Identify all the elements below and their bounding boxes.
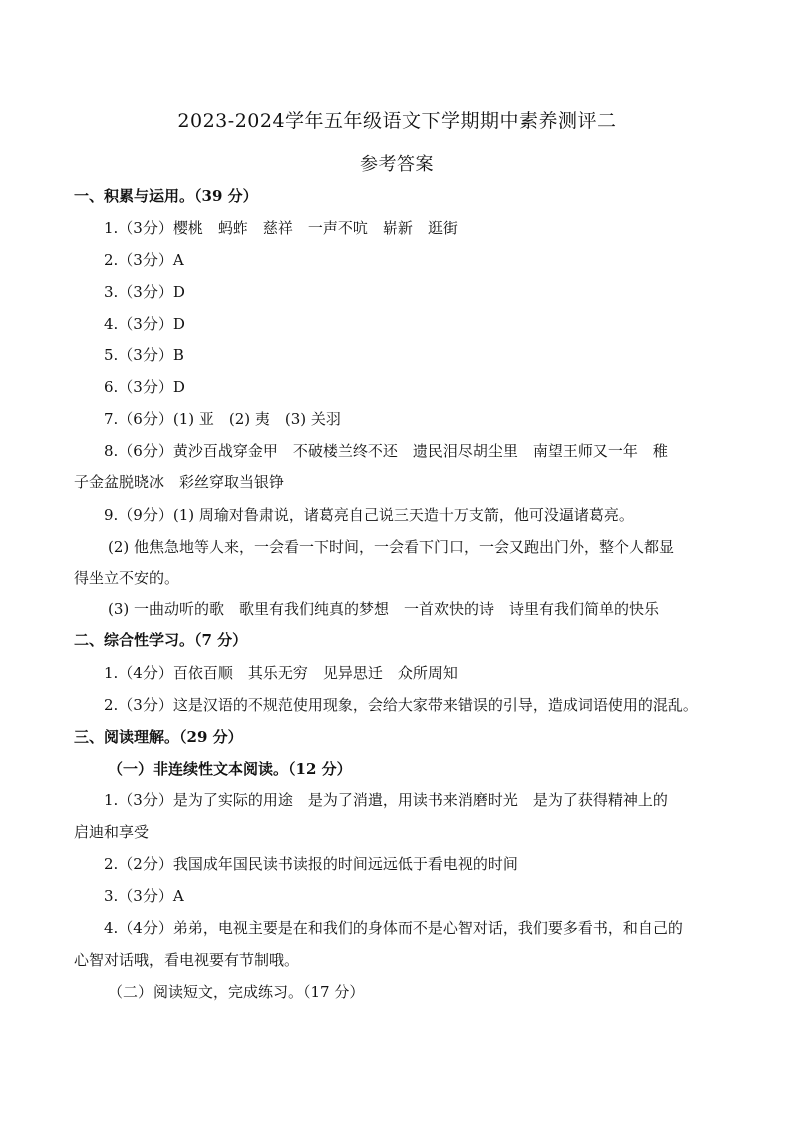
subsection-heading: （二）阅读短文，完成练习。（17 分） xyxy=(108,983,365,1001)
answer-line: 7.（6分）(1) 亚 (2) 夷 (3) 关羽 xyxy=(104,410,341,428)
answer-line-continued: 得坐立不安的。 xyxy=(74,569,180,587)
answer-line-continued: 心智对话哦，看电视要有节制哦。 xyxy=(74,951,300,969)
answer-line: 6.（3分）D xyxy=(104,378,185,396)
section-heading-2: 二、综合性学习。（7 分） xyxy=(74,631,248,649)
answer-line: 4.（4分）弟弟，电视主要是在和我们的身体而不是心智对话，我们要多看书，和自己的 xyxy=(104,919,683,937)
answer-line: 1.（3分）樱桃 蚂蚱 慈祥 一声不吭 崭新 逛街 xyxy=(104,219,458,237)
answer-subline: (3) 一曲动听的歌 歌里有我们纯真的梦想 一首欢快的诗 诗里有我们简单的快乐 xyxy=(108,600,660,618)
answer-line: 5.（3分）B xyxy=(104,346,184,364)
answer-line: 2.（3分）A xyxy=(104,251,184,269)
answer-line: 3.（3分）D xyxy=(104,283,185,301)
answer-line: 2.（2分）我国成年国民读书读报的时间远远低于看电视的时间 xyxy=(104,855,518,873)
section-heading-3: 三、阅读理解。（29 分） xyxy=(74,728,243,746)
answer-line: 1.（4分）百依百顺 其乐无穷 见异思迁 众所周知 xyxy=(104,664,458,682)
answer-line: 1.（3分）是为了实际的用途 是为了消遣，用读书来消磨时光 是为了获得精神上的 xyxy=(104,791,668,809)
page-title: 2023-2024学年五年级语文下学期期中素养测评二 xyxy=(177,110,617,132)
answer-line: 4.（3分）D xyxy=(104,315,185,333)
page-subtitle: 参考答案 xyxy=(360,154,434,175)
answer-line: 2.（3分）这是汉语的不规范使用现象，会给大家带来错误的引导，造成词语使用的混乱。 xyxy=(104,696,698,714)
answer-line: 9.（9分）(1) 周瑜对鲁肃说，诸葛亮自己说三天造十万支箭，他可没逼诸葛亮。 xyxy=(104,506,634,524)
answer-subline: (2) 他焦急地等人来，一会看一下时间，一会看下门口，一会又跑出门外，整个人都显 xyxy=(108,538,675,556)
answer-line-continued: 启迪和享受 xyxy=(74,823,150,841)
answer-line: 3.（3分）A xyxy=(104,887,184,905)
answer-line-continued: 子金盆脱晓冰 彩丝穿取当银铮 xyxy=(74,473,285,491)
section-heading-1: 一、积累与运用。（39 分） xyxy=(74,187,258,205)
answer-line: 8.（6分）黄沙百战穿金甲 不破楼兰终不还 遗民泪尽胡尘里 南望王师又一年 稚 xyxy=(104,442,668,460)
subsection-heading: （一）非连续性文本阅读。（12 分） xyxy=(108,760,352,778)
